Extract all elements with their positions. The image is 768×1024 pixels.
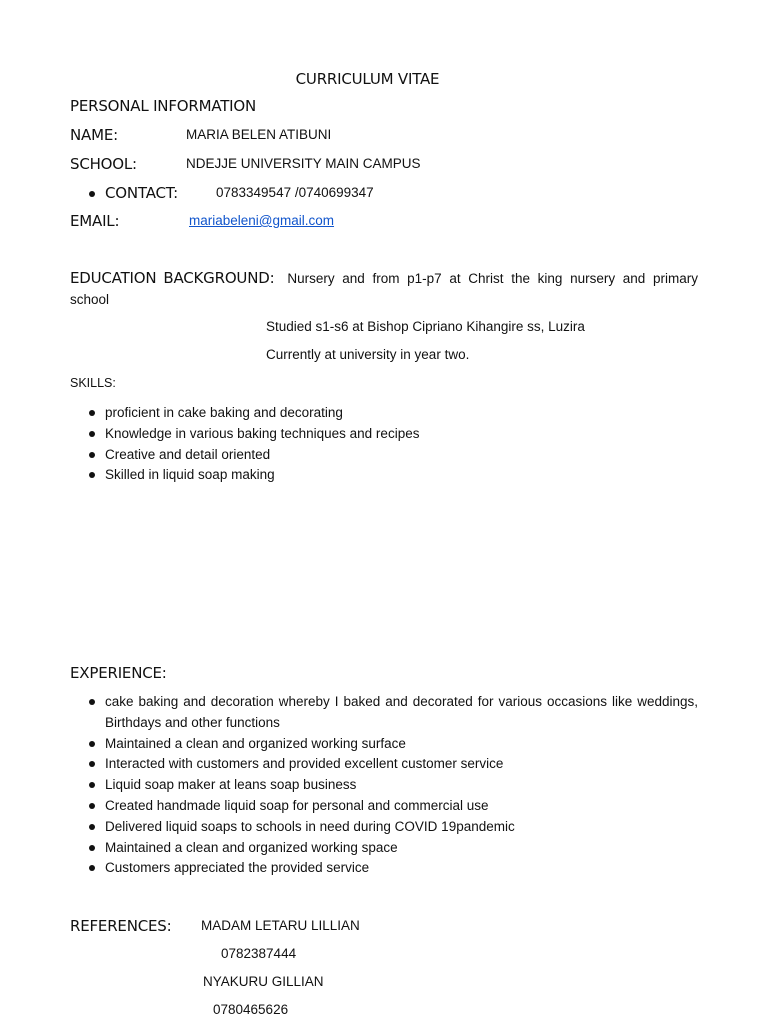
list-item: Customers appreciated the provided service — [70, 858, 698, 879]
skills-heading: SKILLS: — [70, 376, 116, 390]
contact-value: 0783349547 /0740699347 — [216, 185, 374, 200]
education-section — [70, 268, 698, 310]
reference-2-phone: 0780465626 — [213, 1002, 289, 1017]
list-item: Maintained a clean and organized working surface — [70, 734, 698, 755]
list-item: Delivered liquid soaps to schools in need during COVID 19pandemic — [70, 817, 698, 838]
references-label: REFERENCES: — [70, 917, 172, 935]
reference-1-phone: 0782387444 — [221, 946, 297, 961]
email-link[interactable]: mariabeleni@gmail.com — [189, 213, 335, 228]
list-item: Skilled in liquid soap making — [70, 465, 419, 486]
education-line-3: Currently at university in year two. — [266, 347, 470, 362]
list-item: Maintained a clean and organized working space — [70, 838, 698, 859]
contact-label: CONTACT: — [105, 184, 178, 202]
education-line-2: Studied s1-s6 at Bishop Cipriano Kihangire ss, Luzira — [266, 319, 585, 334]
personal-info-heading: PERSONAL INFORMATION — [70, 97, 257, 115]
list-item: proficient in cake baking and decorating — [70, 403, 419, 424]
school-label: SCHOOL: — [70, 155, 137, 173]
experience-heading: EXPERIENCE: — [70, 664, 167, 682]
skills-list — [70, 403, 419, 486]
list-item: Liquid soap maker at leans soap business — [70, 775, 698, 796]
school-value: NDEJJE UNIVERSITY MAIN CAMPUS — [186, 156, 421, 171]
list-item: Interacted with customers and provided excellent customer service — [70, 754, 698, 775]
email-label: EMAIL: — [70, 212, 120, 230]
list-item: Creative and detail oriented — [70, 445, 419, 466]
education-line-1: Nursery and from p1-p7 at Christ the king nursery and primary school — [70, 271, 699, 307]
education-label: EDUCATION BACKGROUND: — [70, 269, 275, 287]
contact-bullet — [89, 191, 95, 197]
document-title: CURRICULUM VITAE — [295, 70, 440, 88]
name-label: NAME: — [70, 126, 118, 144]
list-item: Created handmade liquid soap for personal and commercial use — [70, 796, 698, 817]
reference-2-name: NYAKURU GILLIAN — [203, 974, 324, 989]
list-item: Knowledge in various baking techniques and recipes — [70, 424, 419, 445]
list-item: cake baking and decoration whereby I baked and decorated for various occasions like weddings, Birthdays and other functions — [70, 692, 698, 734]
experience-list — [70, 692, 698, 879]
reference-1-name: MADAM LETARU LILLIAN — [201, 918, 360, 933]
name-value: MARIA BELEN ATIBUNI — [186, 127, 332, 142]
